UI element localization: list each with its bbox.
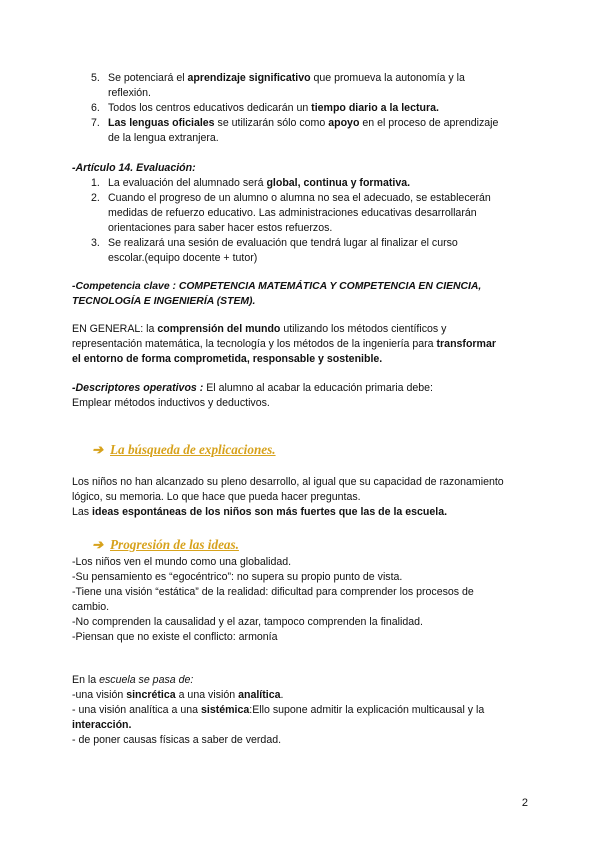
arrow-right-icon: ➔ (92, 442, 104, 457)
escuela-line1: En la escuela se pasa de: (72, 674, 194, 686)
busqueda-line2: lógico, su memoria. Lo que hace que pueda hacer preguntas. (72, 491, 361, 503)
competencia-clave-line1: -Competencia clave : COMPETENCIA MATEMÁTICA Y COMPETENCIA EN CIENCIA, (72, 281, 482, 292)
list-text: Las lenguas oficiales se utilizarán sólo como apoyo en el proceso de aprendizaje (108, 117, 499, 129)
list-number: 7. (91, 117, 100, 129)
list-number: 1. (91, 177, 100, 189)
busqueda-line3: Las ideas espontáneas de los niños son más fuertes que las de la escuela. (72, 506, 448, 518)
list-text: Se potenciará el aprendizaje significativo que promueva la autonomía y la (108, 72, 465, 84)
descriptores-line1: -Descriptores operativos : El alumno al acabar la educación primaria debe: (72, 382, 433, 394)
escuela-line4: interacción. (72, 719, 132, 731)
heading-text: Progresión de las ideas. (110, 537, 239, 552)
list-text-line2: de la lengua extranjera. (108, 132, 219, 144)
escuela-line2: -una visión sincrética a una visión analítica. (72, 689, 284, 701)
section-heading-busqueda (92, 442, 276, 458)
list-text-line3: orientaciones para saber hacer estos refuerzos. (108, 222, 333, 234)
list-text-line2: escolar.(equipo docente + tutor) (108, 252, 258, 264)
general-line3: el entorno de forma comprometida, responsable y sostenible. (72, 353, 383, 365)
list-text-line2: reflexión. (108, 87, 151, 99)
escuela-line3: - una visión analítica a una sistémica:Ello supone admitir la explicación multicausal y la (72, 704, 485, 716)
list-text: Todos los centros educativos dedicarán un tiempo diario a la lectura. (108, 102, 439, 114)
progresion-line: -Los niños ven el mundo como una globalidad. (72, 556, 292, 568)
busqueda-line1: Los niños no han alcanzado su pleno desarrollo, al igual que su capacidad de razonamiento (72, 476, 504, 488)
article-14-title: -Artículo 14. Evaluación: (72, 162, 196, 174)
list-number: 6. (91, 102, 100, 114)
list-text: La evaluación del alumnado será global, continua y formativa. (108, 177, 411, 189)
general-line2: representación matemática, la tecnología y los métodos de la ingeniería para transformar (72, 338, 496, 350)
heading-text: La búsqueda de explicaciones. (110, 442, 276, 457)
escuela-line5: - de poner causas físicas a saber de verdad. (72, 734, 282, 746)
list-text: Cuando el progreso de un alumno o alumna no sea el adecuado, se establecerán (108, 192, 491, 204)
list-text: Se realizará una sesión de evaluación que tendrá lugar al finalizar el curso (108, 237, 458, 249)
list-text-line2: medidas de refuerzo educativo. Las administraciones educativas desarrollarán (108, 207, 477, 219)
progresion-line: -Su pensamiento es “egocéntrico”: no supera su propio punto de vista. (72, 571, 403, 583)
progresion-line: cambio. (72, 601, 110, 613)
competencia-clave-line2: TECNOLOGÍA E INGENIERÍA (STEM). (72, 296, 256, 307)
general-line1: EN GENERAL: la comprensión del mundo utilizando los métodos científicos y (72, 323, 447, 335)
progresion-line: -No comprenden la causalidad y el azar, tampoco comprenden la finalidad. (72, 616, 423, 628)
progresion-line: -Tiene una visión “estática” de la realidad: dificultad para comprender los procesos de (72, 586, 474, 598)
progresion-line: -Piensan que no existe el conflicto: armonía (72, 631, 278, 643)
list-number: 2. (91, 192, 100, 204)
descriptores-line2: Emplear métodos inductivos y deductivos. (72, 397, 270, 409)
list-number: 3. (91, 237, 100, 249)
list-number: 5. (91, 72, 100, 84)
arrow-right-icon: ➔ (92, 537, 104, 552)
page-number: 2 (521, 797, 528, 809)
section-heading-progresion (92, 537, 239, 553)
